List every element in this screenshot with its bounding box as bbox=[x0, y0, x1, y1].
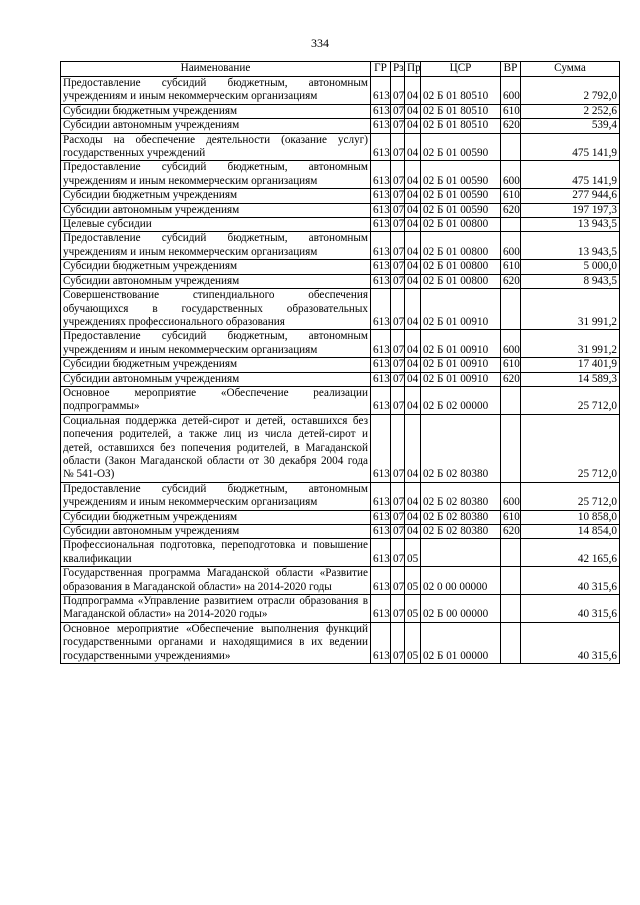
cell-gr: 613 bbox=[371, 372, 391, 386]
cell-sum: 277 944,6 bbox=[521, 189, 620, 203]
table-row bbox=[61, 133, 620, 161]
table-row bbox=[61, 567, 620, 595]
cell-name: Субсидии автономным учреждениям bbox=[61, 525, 371, 539]
table-row bbox=[61, 119, 620, 133]
cell-vr bbox=[501, 386, 521, 414]
cell-csr: 02 Б 01 00910 bbox=[421, 289, 501, 330]
cell-name: Социальная поддержка детей-сирот и детей, оставшихся без попечения родителей, а также лиц из числа детей-сирот и детей, оставшихся без попечения родителей, в Магаданской области (Закон Магаданской области от 30 декабря 2004 года № 541-ОЗ) bbox=[61, 414, 371, 482]
cell-name: Предоставление субсидий бюджетным, автономным учреждениям и иным некоммерческим организациям bbox=[61, 330, 371, 358]
cell-vr: 600 bbox=[501, 161, 521, 189]
cell-rz: 07 bbox=[391, 539, 405, 567]
cell-csr: 02 Б 02 00000 bbox=[421, 386, 501, 414]
cell-gr: 613 bbox=[371, 189, 391, 203]
cell-csr: 02 Б 00 00000 bbox=[421, 595, 501, 623]
cell-vr bbox=[501, 289, 521, 330]
cell-rz: 07 bbox=[391, 161, 405, 189]
header-sum: Сумма bbox=[521, 62, 620, 77]
cell-csr: 02 Б 01 00910 bbox=[421, 372, 501, 386]
table-row bbox=[61, 189, 620, 203]
cell-sum: 40 315,6 bbox=[521, 595, 620, 623]
cell-csr: 02 Б 02 80380 bbox=[421, 414, 501, 482]
cell-name: Субсидии автономным учреждениям bbox=[61, 119, 371, 133]
cell-name: Основное мероприятие «Обеспечение выполнения функций государственными органами и находящимися в их ведении государственными учреждениями» bbox=[61, 622, 371, 663]
cell-csr: 02 Б 01 80510 bbox=[421, 119, 501, 133]
cell-vr: 610 bbox=[501, 104, 521, 118]
table-row bbox=[61, 622, 620, 663]
table-row bbox=[61, 386, 620, 414]
cell-rz: 07 bbox=[391, 189, 405, 203]
cell-sum: 539,4 bbox=[521, 119, 620, 133]
cell-gr: 613 bbox=[371, 539, 391, 567]
cell-name: Субсидии автономным учреждениям bbox=[61, 274, 371, 288]
cell-pr: 04 bbox=[405, 161, 421, 189]
cell-gr: 613 bbox=[371, 414, 391, 482]
header-name: Наименование bbox=[61, 62, 371, 77]
cell-gr: 613 bbox=[371, 203, 391, 217]
cell-sum: 475 141,9 bbox=[521, 161, 620, 189]
table-row bbox=[61, 358, 620, 372]
cell-rz: 07 bbox=[391, 289, 405, 330]
header-gr: ГР bbox=[371, 62, 391, 77]
cell-rz: 07 bbox=[391, 510, 405, 524]
cell-gr: 613 bbox=[371, 525, 391, 539]
cell-csr: 02 Б 01 00590 bbox=[421, 203, 501, 217]
cell-csr: 02 Б 01 80510 bbox=[421, 77, 501, 105]
cell-name: Профессиональная подготовка, переподготовка и повышение квалификации bbox=[61, 539, 371, 567]
cell-vr bbox=[501, 567, 521, 595]
cell-pr: 04 bbox=[405, 482, 421, 510]
cell-rz: 07 bbox=[391, 567, 405, 595]
cell-pr: 04 bbox=[405, 289, 421, 330]
header-rz: Рз bbox=[391, 62, 405, 77]
cell-rz: 07 bbox=[391, 218, 405, 232]
cell-sum: 475 141,9 bbox=[521, 133, 620, 161]
cell-sum: 2 792,0 bbox=[521, 77, 620, 105]
cell-csr: 02 Б 01 00590 bbox=[421, 133, 501, 161]
cell-csr: 02 Б 01 00590 bbox=[421, 161, 501, 189]
cell-rz: 07 bbox=[391, 232, 405, 260]
cell-sum: 8 943,5 bbox=[521, 274, 620, 288]
cell-sum: 14 589,3 bbox=[521, 372, 620, 386]
cell-vr: 600 bbox=[501, 482, 521, 510]
cell-pr: 04 bbox=[405, 218, 421, 232]
cell-csr: 02 Б 02 80380 bbox=[421, 482, 501, 510]
cell-pr: 04 bbox=[405, 260, 421, 274]
cell-pr: 05 bbox=[405, 595, 421, 623]
table-row bbox=[61, 232, 620, 260]
cell-sum: 13 943,5 bbox=[521, 232, 620, 260]
cell-sum: 25 712,0 bbox=[521, 482, 620, 510]
cell-vr bbox=[501, 414, 521, 482]
cell-pr: 04 bbox=[405, 77, 421, 105]
cell-name: Субсидии бюджетным учреждениям bbox=[61, 358, 371, 372]
cell-pr: 04 bbox=[405, 414, 421, 482]
table-row bbox=[61, 203, 620, 217]
cell-pr: 04 bbox=[405, 372, 421, 386]
cell-pr: 04 bbox=[405, 358, 421, 372]
cell-name: Основное мероприятие «Обеспечение реализации подпрограммы» bbox=[61, 386, 371, 414]
cell-rz: 07 bbox=[391, 386, 405, 414]
cell-pr: 04 bbox=[405, 133, 421, 161]
cell-vr: 620 bbox=[501, 372, 521, 386]
table-row bbox=[61, 161, 620, 189]
cell-sum: 31 991,2 bbox=[521, 330, 620, 358]
cell-pr: 04 bbox=[405, 386, 421, 414]
cell-vr bbox=[501, 133, 521, 161]
cell-name: Субсидии бюджетным учреждениям bbox=[61, 104, 371, 118]
cell-gr: 613 bbox=[371, 260, 391, 274]
cell-csr: 02 Б 01 00800 bbox=[421, 232, 501, 260]
cell-csr: 02 Б 02 80380 bbox=[421, 510, 501, 524]
cell-pr: 04 bbox=[405, 189, 421, 203]
cell-sum: 10 858,0 bbox=[521, 510, 620, 524]
cell-csr: 02 Б 01 00800 bbox=[421, 274, 501, 288]
cell-csr: 02 0 00 00000 bbox=[421, 567, 501, 595]
cell-pr: 04 bbox=[405, 203, 421, 217]
cell-vr: 620 bbox=[501, 203, 521, 217]
table-row bbox=[61, 260, 620, 274]
table-row bbox=[61, 77, 620, 105]
cell-pr: 04 bbox=[405, 274, 421, 288]
cell-gr: 613 bbox=[371, 218, 391, 232]
table-row bbox=[61, 414, 620, 482]
cell-sum: 40 315,6 bbox=[521, 622, 620, 663]
cell-name: Субсидии бюджетным учреждениям bbox=[61, 189, 371, 203]
page-number: 334 bbox=[311, 36, 329, 50]
cell-rz: 07 bbox=[391, 77, 405, 105]
cell-name: Совершенствование стипендиального обеспечения обучающихся в государственных образовательных учреждениях профессионального образования bbox=[61, 289, 371, 330]
cell-gr: 613 bbox=[371, 161, 391, 189]
cell-pr: 04 bbox=[405, 232, 421, 260]
header-vr: ВР bbox=[501, 62, 521, 77]
table-row bbox=[61, 510, 620, 524]
cell-gr: 613 bbox=[371, 482, 391, 510]
cell-gr: 613 bbox=[371, 133, 391, 161]
cell-csr: 02 Б 01 80510 bbox=[421, 104, 501, 118]
table-row bbox=[61, 274, 620, 288]
cell-gr: 613 bbox=[371, 232, 391, 260]
cell-name: Предоставление субсидий бюджетным, автономным учреждениям и иным некоммерческим организациям bbox=[61, 232, 371, 260]
cell-name: Субсидии автономным учреждениям bbox=[61, 203, 371, 217]
cell-csr: 02 Б 01 00590 bbox=[421, 189, 501, 203]
cell-sum: 2 252,6 bbox=[521, 104, 620, 118]
cell-rz: 07 bbox=[391, 119, 405, 133]
cell-rz: 07 bbox=[391, 260, 405, 274]
cell-vr bbox=[501, 539, 521, 567]
cell-name: Расходы на обеспечение деятельности (оказание услуг) государственных учреждений bbox=[61, 133, 371, 161]
cell-name: Подпрограмма «Управление развитием отрасли образования в Магаданской области» на 2014-2020 годы» bbox=[61, 595, 371, 623]
table-row bbox=[61, 289, 620, 330]
cell-rz: 07 bbox=[391, 330, 405, 358]
header-row bbox=[61, 62, 620, 77]
table-row bbox=[61, 218, 620, 232]
cell-name: Предоставление субсидий бюджетным, автономным учреждениям и иным некоммерческим организациям bbox=[61, 161, 371, 189]
cell-name: Субсидии бюджетным учреждениям bbox=[61, 260, 371, 274]
cell-sum: 14 854,0 bbox=[521, 525, 620, 539]
cell-rz: 07 bbox=[391, 203, 405, 217]
cell-pr: 04 bbox=[405, 525, 421, 539]
cell-gr: 613 bbox=[371, 104, 391, 118]
table-row bbox=[61, 104, 620, 118]
cell-gr: 613 bbox=[371, 330, 391, 358]
budget-table bbox=[60, 61, 620, 664]
cell-vr: 600 bbox=[501, 232, 521, 260]
table-row bbox=[61, 482, 620, 510]
cell-sum: 197 197,3 bbox=[521, 203, 620, 217]
cell-pr: 05 bbox=[405, 539, 421, 567]
cell-sum: 17 401,9 bbox=[521, 358, 620, 372]
cell-pr: 04 bbox=[405, 330, 421, 358]
cell-pr: 05 bbox=[405, 622, 421, 663]
cell-vr: 600 bbox=[501, 330, 521, 358]
cell-vr: 600 bbox=[501, 77, 521, 105]
cell-gr: 613 bbox=[371, 358, 391, 372]
cell-sum: 5 000,0 bbox=[521, 260, 620, 274]
cell-csr: 02 Б 01 00910 bbox=[421, 358, 501, 372]
cell-gr: 613 bbox=[371, 289, 391, 330]
cell-rz: 07 bbox=[391, 104, 405, 118]
cell-gr: 613 bbox=[371, 119, 391, 133]
cell-sum: 25 712,0 bbox=[521, 386, 620, 414]
cell-vr: 620 bbox=[501, 274, 521, 288]
table-row bbox=[61, 330, 620, 358]
cell-rz: 07 bbox=[391, 133, 405, 161]
cell-name: Государственная программа Магаданской области «Развитие образования в Магаданской области» на 2014-2020 годы bbox=[61, 567, 371, 595]
cell-name: Субсидии бюджетным учреждениям bbox=[61, 510, 371, 524]
cell-vr: 620 bbox=[501, 525, 521, 539]
cell-gr: 613 bbox=[371, 77, 391, 105]
cell-csr: 02 Б 01 00800 bbox=[421, 218, 501, 232]
cell-vr: 610 bbox=[501, 510, 521, 524]
cell-gr: 613 bbox=[371, 274, 391, 288]
table-row bbox=[61, 595, 620, 623]
table-row bbox=[61, 372, 620, 386]
cell-pr: 04 bbox=[405, 104, 421, 118]
cell-rz: 07 bbox=[391, 525, 405, 539]
header-csr: ЦСР bbox=[421, 62, 501, 77]
cell-rz: 07 bbox=[391, 372, 405, 386]
cell-rz: 07 bbox=[391, 274, 405, 288]
cell-name: Предоставление субсидий бюджетным, автономным учреждениям и иным некоммерческим организациям bbox=[61, 482, 371, 510]
cell-csr: 02 Б 01 00910 bbox=[421, 330, 501, 358]
cell-name: Предоставление субсидий бюджетным, автономным учреждениям и иным некоммерческим организациям bbox=[61, 77, 371, 105]
cell-name: Целевые субсидии bbox=[61, 218, 371, 232]
table-row bbox=[61, 525, 620, 539]
cell-rz: 07 bbox=[391, 482, 405, 510]
cell-vr: 610 bbox=[501, 260, 521, 274]
cell-csr: 02 Б 01 00800 bbox=[421, 260, 501, 274]
cell-name: Субсидии автономным учреждениям bbox=[61, 372, 371, 386]
cell-rz: 07 bbox=[391, 622, 405, 663]
cell-vr: 620 bbox=[501, 119, 521, 133]
cell-gr: 613 bbox=[371, 510, 391, 524]
header-pr: Пр bbox=[405, 62, 421, 77]
cell-sum: 13 943,5 bbox=[521, 218, 620, 232]
table-row bbox=[61, 539, 620, 567]
cell-vr bbox=[501, 622, 521, 663]
cell-sum: 40 315,6 bbox=[521, 567, 620, 595]
cell-sum: 31 991,2 bbox=[521, 289, 620, 330]
cell-vr: 610 bbox=[501, 189, 521, 203]
cell-gr: 613 bbox=[371, 595, 391, 623]
cell-rz: 07 bbox=[391, 358, 405, 372]
cell-sum: 25 712,0 bbox=[521, 414, 620, 482]
cell-csr: 02 Б 02 80380 bbox=[421, 525, 501, 539]
cell-vr bbox=[501, 218, 521, 232]
cell-gr: 613 bbox=[371, 622, 391, 663]
cell-sum: 42 165,6 bbox=[521, 539, 620, 567]
cell-gr: 613 bbox=[371, 567, 391, 595]
cell-rz: 07 bbox=[391, 414, 405, 482]
cell-rz: 07 bbox=[391, 595, 405, 623]
cell-pr: 04 bbox=[405, 510, 421, 524]
cell-csr: 02 Б 01 00000 bbox=[421, 622, 501, 663]
cell-pr: 04 bbox=[405, 119, 421, 133]
cell-gr: 613 bbox=[371, 386, 391, 414]
cell-vr: 610 bbox=[501, 358, 521, 372]
cell-vr bbox=[501, 595, 521, 623]
cell-csr bbox=[421, 539, 501, 567]
cell-pr: 05 bbox=[405, 567, 421, 595]
